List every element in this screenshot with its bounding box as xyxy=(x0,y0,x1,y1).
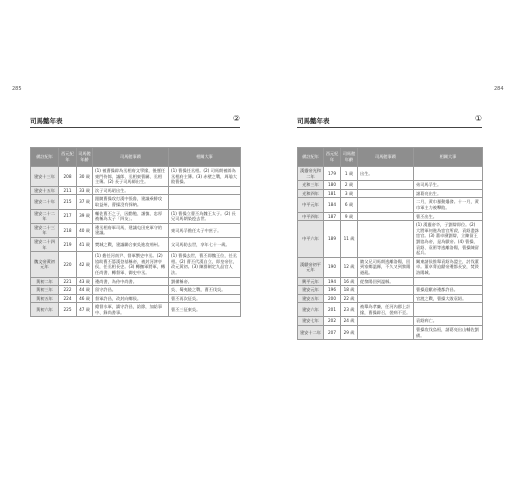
left-chronology-table xyxy=(30,147,241,317)
era-cell: 建安十二年 xyxy=(298,326,324,340)
table-header-row xyxy=(31,148,241,167)
table-row xyxy=(298,221,483,258)
left-page-title: 司馬懿年表 xyxy=(30,117,63,125)
year-cell: 222 xyxy=(59,286,77,295)
year-cell: 187 xyxy=(324,212,341,221)
year-cell: 219 xyxy=(59,237,77,251)
right-chronology-table xyxy=(297,147,483,340)
events-cell: (1) 曹操任丞相。(2) 司馬朗被辟為丞相府主簿。(3) 赤壁之戰，周瑜大敗曹操。 xyxy=(169,167,241,187)
age-cell: 47 歲 xyxy=(77,303,93,317)
year-cell: 196 xyxy=(324,286,341,295)
table-row xyxy=(298,189,483,198)
year-header: 西元紀年 xyxy=(59,148,77,167)
left-page-section-number: ② xyxy=(232,114,240,123)
year-cell: 218 xyxy=(59,223,77,237)
table-row xyxy=(31,167,241,187)
deeds-cell xyxy=(358,317,414,326)
era-cell: 中平四年 xyxy=(298,212,324,221)
events-header: 相關大事 xyxy=(169,148,241,167)
age-cell: 12 歲 xyxy=(341,257,358,277)
table-row xyxy=(298,257,483,277)
era-cell: 建安七年 xyxy=(298,317,324,326)
deeds-cell: 遷尚書，為侍中尚書。 xyxy=(93,277,169,286)
table-row xyxy=(298,212,483,221)
era-cell: 興平元年 xyxy=(298,277,324,286)
year-cell: 217 xyxy=(59,209,77,223)
events-cell: 父司馬防去世，享年七十一歲。 xyxy=(169,237,241,251)
table-row xyxy=(31,277,241,286)
deeds-cell: (1) 被曹操辟為丞相府文學掾，後歷任東門侍郎、議郎、丞相東曹屬、丞相主簿。(2) 長子司馬師出生。 xyxy=(93,167,169,187)
events-cell xyxy=(414,303,483,317)
age-cell: 30 歲 xyxy=(77,167,93,187)
events-cell: 曹操迎獻帝遷都許昌。 xyxy=(414,286,483,295)
era-header: 備註紀年 xyxy=(31,148,59,167)
right-page-section-number: ① xyxy=(474,114,482,123)
year-cell: 208 xyxy=(59,167,77,187)
table-row xyxy=(298,286,483,295)
deeds-cell: 出生。 xyxy=(358,167,414,181)
left-page-header xyxy=(30,114,240,128)
deeds-cell: 留守許昌。 xyxy=(93,286,169,295)
deeds-cell: 遷丞相府軍司馬，建議屯田充軍守的建議。 xyxy=(93,223,169,237)
era-cell: 漢獻帝初平元年 xyxy=(298,257,324,277)
age-cell: 44 歲 xyxy=(77,286,93,295)
events-cell xyxy=(169,186,241,195)
right-page-header xyxy=(297,114,482,128)
events-cell xyxy=(169,195,241,209)
age-cell: 6 歲 xyxy=(341,198,358,212)
deeds-cell xyxy=(358,189,414,198)
year-cell: 221 xyxy=(59,277,77,286)
age-cell: 24 歲 xyxy=(341,317,358,326)
table-row xyxy=(298,294,483,303)
table-row xyxy=(31,195,241,209)
table-row xyxy=(298,326,483,340)
deeds-header: 司馬懿事蹟 xyxy=(93,148,169,167)
deeds-cell: 總督水軍，鎮守許昌，給節，加給事中、錄尚書事。 xyxy=(93,303,169,317)
deeds-cell xyxy=(358,198,414,212)
era-cell: 建安二十三年 xyxy=(31,223,59,237)
age-cell: 41 歲 xyxy=(77,237,93,251)
year-cell: 184 xyxy=(324,198,341,212)
year-header: 西元紀年 xyxy=(324,148,341,167)
events-cell: 弟司馬孚生。 xyxy=(414,181,483,190)
events-cell: 二月，黃巾暴動爆發。十一月，黃巾軍主力被擊敗。 xyxy=(414,198,483,212)
deeds-cell xyxy=(358,181,414,190)
age-cell: 37 歲 xyxy=(77,195,93,209)
era-cell: 中平元年 xyxy=(298,198,324,212)
table-row xyxy=(298,277,483,286)
table-row xyxy=(298,167,483,181)
age-cell: 46 歲 xyxy=(77,294,93,303)
era-cell: 建安十五年 xyxy=(31,186,59,195)
deeds-cell xyxy=(358,221,414,258)
events-cell xyxy=(414,277,483,286)
year-cell: 179 xyxy=(324,167,341,181)
events-cell: (1) 曹操去世，曹丕即魏王位，任丞相。(2) 曹丕代漢自立，即皇帝位，改元黃初。(3) 陳群制定九品官人法。 xyxy=(169,252,241,277)
age-header: 司馬懿年齡 xyxy=(77,148,93,167)
era-cell: 漢靈帝光和二年 xyxy=(298,167,324,181)
year-cell: 181 xyxy=(324,189,341,198)
era-cell: 建安六年 xyxy=(298,303,324,317)
year-cell: 215 xyxy=(59,195,77,209)
events-cell: 官渡之戰，曹操大敗袁紹。 xyxy=(414,294,483,303)
events-cell: 劉備稱帝。 xyxy=(169,277,241,286)
events-cell: 曹丕三征東吳。 xyxy=(169,303,241,317)
deeds-cell: 次子司馬昭出生。 xyxy=(93,186,169,195)
era-cell: 建安元年 xyxy=(298,286,324,295)
era-cell: 光和三年 xyxy=(298,181,324,190)
deeds-cell: 從黎陽回到溫縣。 xyxy=(358,277,414,286)
events-cell: 東司馬孚擔任太子中庶子。 xyxy=(169,223,241,237)
events-cell: 諸葛亮出生。 xyxy=(414,189,483,198)
age-cell: 11 歲 xyxy=(341,221,358,258)
events-cell: 曹丕再次征吳。 xyxy=(169,294,241,303)
events-cell xyxy=(414,167,483,181)
table-row xyxy=(31,286,241,295)
deeds-cell: 輔佐曹丕之子，因勤勉、謹慎、忠厚被稱為太子「四友」。 xyxy=(93,209,169,223)
age-cell: 22 歲 xyxy=(341,294,358,303)
year-cell: 194 xyxy=(324,277,341,286)
year-cell: 211 xyxy=(59,186,77,195)
year-cell: 224 xyxy=(59,294,77,303)
events-header: 相關大事 xyxy=(414,148,483,167)
age-cell: 29 歲 xyxy=(341,326,358,340)
table-row xyxy=(298,303,483,317)
age-cell: 39 歲 xyxy=(77,209,93,223)
age-cell: 3 歲 xyxy=(341,189,358,198)
era-cell: 建安二十年 xyxy=(31,195,59,209)
events-cell: 吳、蜀夷陵之戰，曹丕伐吳。 xyxy=(169,286,241,295)
age-header: 司馬懿年齡 xyxy=(341,148,358,167)
events-cell: 關東諸侯推舉袁紹為盟主，討伐董卓。董卓脅迫獻帝遷都長安，焚毀洛陽城。 xyxy=(414,257,483,277)
deeds-cell xyxy=(358,212,414,221)
table-header-row xyxy=(298,148,483,167)
deeds-cell: 督軍許昌，改封向鄉侯。 xyxy=(93,294,169,303)
events-cell: 曹操攻伐烏桓，諸葛亮出山輔佐劉備。 xyxy=(414,326,483,340)
year-cell: 190 xyxy=(324,257,341,277)
deeds-cell xyxy=(358,286,414,295)
era-cell: 建安二十四年 xyxy=(31,237,59,251)
deeds-cell xyxy=(358,294,414,303)
deeds-header: 司馬懿事蹟 xyxy=(358,148,414,167)
era-cell: 黃初五年 xyxy=(31,294,59,303)
year-cell: 180 xyxy=(324,181,341,190)
age-cell: 16 歲 xyxy=(341,277,358,286)
era-cell: 建安十三年 xyxy=(31,167,59,187)
year-cell: 189 xyxy=(324,221,341,258)
era-cell: 黃初三年 xyxy=(31,286,59,295)
age-cell: 40 歲 xyxy=(77,223,93,237)
era-cell: 黃初六年 xyxy=(31,303,59,317)
era-cell: 黃初二年 xyxy=(31,277,59,286)
era-cell: 建安五年 xyxy=(298,294,324,303)
table-row xyxy=(298,181,483,190)
events-cell: 曹丕出生。 xyxy=(414,212,483,221)
table-row xyxy=(298,198,483,212)
left-page-number: 285 xyxy=(12,86,22,92)
age-cell: 23 歲 xyxy=(341,303,358,317)
age-cell: 33 歲 xyxy=(77,186,93,195)
deeds-cell: 被舉為孝廉，任河內郡上計掾，曹操辟召，裝病不至。 xyxy=(358,303,414,317)
year-cell: 201 xyxy=(324,303,341,317)
table-row xyxy=(31,303,241,317)
deeds-cell xyxy=(358,326,414,340)
events-cell: (1) 曹操立曹丕為魏王太子。(2) 長兄司馬朗染疫去世。 xyxy=(169,209,241,223)
deeds-cell: 跟隨曹操攻打漢中張魯，建議乘勝攻取益州，曹操沒有採納。 xyxy=(93,195,169,209)
age-cell: 1 歲 xyxy=(341,167,358,181)
table-row xyxy=(31,223,241,237)
age-cell: 9 歲 xyxy=(341,212,358,221)
year-cell: 202 xyxy=(324,317,341,326)
table-row xyxy=(298,317,483,326)
year-cell: 200 xyxy=(324,294,341,303)
era-cell: 中平六年 xyxy=(298,221,324,258)
table-row xyxy=(31,186,241,195)
right-page-number: 284 xyxy=(494,86,504,92)
table-row xyxy=(31,252,241,277)
era-cell: 建安二十二年 xyxy=(31,209,59,223)
year-cell: 207 xyxy=(324,326,341,340)
table-row xyxy=(31,294,241,303)
age-cell: 2 歲 xyxy=(341,181,358,190)
era-cell: 魏文帝黃初元年 xyxy=(31,252,59,277)
age-cell: 42 歲 xyxy=(77,252,93,277)
year-cell: 220 xyxy=(59,252,77,277)
age-cell: 18 歲 xyxy=(341,286,358,295)
era-header: 備註紀年 xyxy=(298,148,324,167)
era-cell: 光和四年 xyxy=(298,189,324,198)
events-cell: (1) 漢靈帝卒，子劉辯即位。(2) 大將軍何進為宦官所殺，袁紹盡誅宦官。(3) 董卓廢劉辯，立陳留王劉協為帝，是為獻帝。(4) 曹操、袁紹、袁術等逃離洛陽，曹操陳留起兵。 xyxy=(414,221,483,258)
year-cell: 225 xyxy=(59,303,77,317)
deeds-cell: 隨父兄司馬朗逃離洛陽，回到家鄉溫縣，不久又到黎陽避亂。 xyxy=(358,257,414,277)
deeds-cell: (1) 擔任河南尹、督軍禦史中丞。(2) 協助曹丕篡漢登基稱帝，被封河津亭侯，任丞相長史。(3) 轉撫軍將軍，轉任尚書、轉督軍、御史中丞。 xyxy=(93,252,169,277)
age-cell: 43 歲 xyxy=(77,277,93,286)
events-cell: 袁紹病亡。 xyxy=(414,317,483,326)
table-row xyxy=(31,209,241,223)
table-row xyxy=(31,237,241,251)
right-page-title: 司馬懿年表 xyxy=(297,117,330,125)
deeds-cell: 樊城之戰，建議聯合東吳進攻荊州。 xyxy=(93,237,169,251)
